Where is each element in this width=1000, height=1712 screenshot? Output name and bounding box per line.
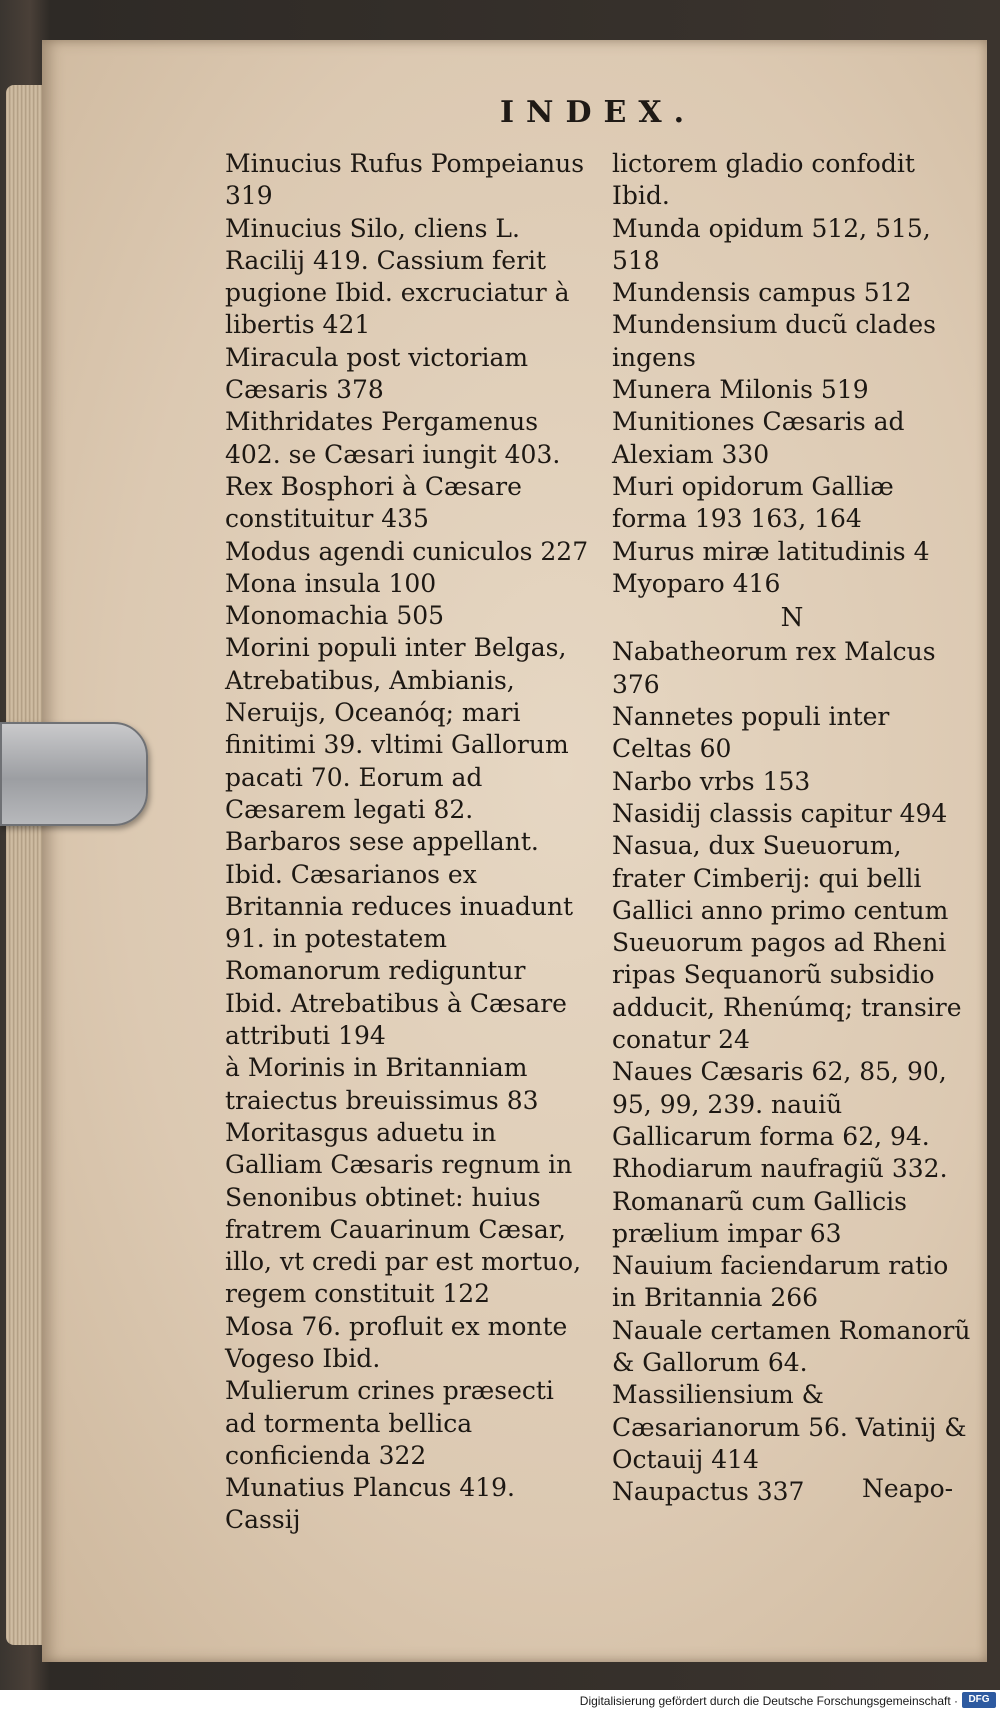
- index-entry: Mithridates Pergamenus 402. se Cæsari iungit 403. Rex Bosphori à Cæsare constituitur 435: [225, 407, 561, 534]
- index-entry: Murus miræ latitudinis 4: [612, 536, 930, 566]
- index-entry: lictorem gladio confodit Ibid.: [612, 149, 915, 211]
- dfg-logo-icon: DFG: [962, 1692, 996, 1708]
- index-entry: Miracula post victoriam Cæsaris 378: [225, 342, 529, 405]
- index-entry: Nauium faciendarum ratio in Britannia 266: [612, 1251, 949, 1313]
- index-entry: Nabatheorum rex Malcus 376: [612, 637, 936, 699]
- index-entry: Myoparo 416: [612, 568, 781, 598]
- page-clip: [0, 722, 148, 826]
- left-column: [225, 148, 590, 1537]
- index-entry: Munatius Plancus 419. Cassij: [225, 1473, 515, 1535]
- index-entry: Naupactus 337: [612, 1477, 805, 1507]
- index-entry: Mona insula 100: [225, 568, 437, 598]
- index-entry: Munitiones Cæsaris ad Alexiam 330: [612, 407, 905, 469]
- index-entry: Nauale certamen Romanorũ & Gallorum 64. Massiliensium & Cæsarianorum 56. Vatinij & Octauij 414: [612, 1315, 971, 1474]
- catchword: Neapo-: [862, 1474, 954, 1503]
- index-entry: Narbo vrbs 153: [612, 766, 811, 796]
- index-entry: Minucius Silo, cliens L. Racilij 419. Cassium ferit pugione Ibid. excruciatur à libertis 421: [225, 213, 570, 340]
- footer-bar: [0, 1690, 1000, 1712]
- index-entry: Morini populi inter Belgas, Atrebatibus, Ambianis, Neruijs, Oceanóq; mari finitimi 39. vltimi Gallorum pacati 70. Eorum ad Cæsarem legati 82. Barbaros sese appellant. Ibid. Cæsarianos ex Britannia reduces inuadunt 91. in potestatem Romanorum rediguntur Ibid. Atrebatibus à Cæsare attributi 194: [225, 633, 574, 1051]
- index-entry: Naues Cæsaris 62, 85, 90, 95, 99, 239. nauiũ Gallicarum forma 62, 94. Rhodiarum naufragiũ 332. Romanarũ cum Gallicis prælium impar 63: [612, 1057, 948, 1248]
- index-entry: Munda opidum 512, 515, 518: [612, 213, 931, 275]
- index-entry: Nasua, dux Sueuorum, frater Cimberij: qui belli Gallici anno primo centum Sueuorum pagos ad Rheni ripas Sequanorũ subsidio adducit, Rhenúmq; transire conatur 24: [612, 831, 962, 1055]
- right-column: [612, 148, 972, 1508]
- index-entry: Monomachia 505: [225, 601, 445, 631]
- index-entry: Mundensis campus 512: [612, 278, 912, 308]
- section-letter: N: [780, 603, 804, 634]
- index-entry: Modus agendi cuniculos 227: [225, 536, 589, 566]
- index-entry: Muri opidorum Galliæ forma 193 163, 164: [612, 471, 894, 534]
- index-entry: à Morinis in Britanniam traiectus breuissimus 83: [225, 1053, 539, 1115]
- index-entry: Mulierum crines præsecti ad tormenta bellica conficienda 322: [225, 1376, 554, 1470]
- index-entry: Minucius Rufus Pompeianus 319: [225, 149, 585, 211]
- footer-text: Digitalisierung gefördert durch die Deutsche Forschungsgemeinschaft ·: [579, 1694, 958, 1708]
- index-entry: Nannetes populi inter Celtas 60: [612, 702, 890, 764]
- page-header: INDEX.: [500, 95, 697, 130]
- index-entry: Mosa 76. profluit ex monte Vogeso Ibid.: [225, 1311, 568, 1373]
- index-entry: Mundensium ducũ clades ingens: [612, 310, 936, 372]
- index-entry: Moritasgus aduetu in Galliam Cæsaris regnum in Senonibus obtinet: huius fratrem Cauarinum Cæsar, illo, vt credi par est mortuo, regem constituit 122: [225, 1117, 582, 1309]
- index-entry: Munera Milonis 519: [612, 375, 869, 405]
- index-entry: Nasidij classis capitur 494: [612, 798, 948, 828]
